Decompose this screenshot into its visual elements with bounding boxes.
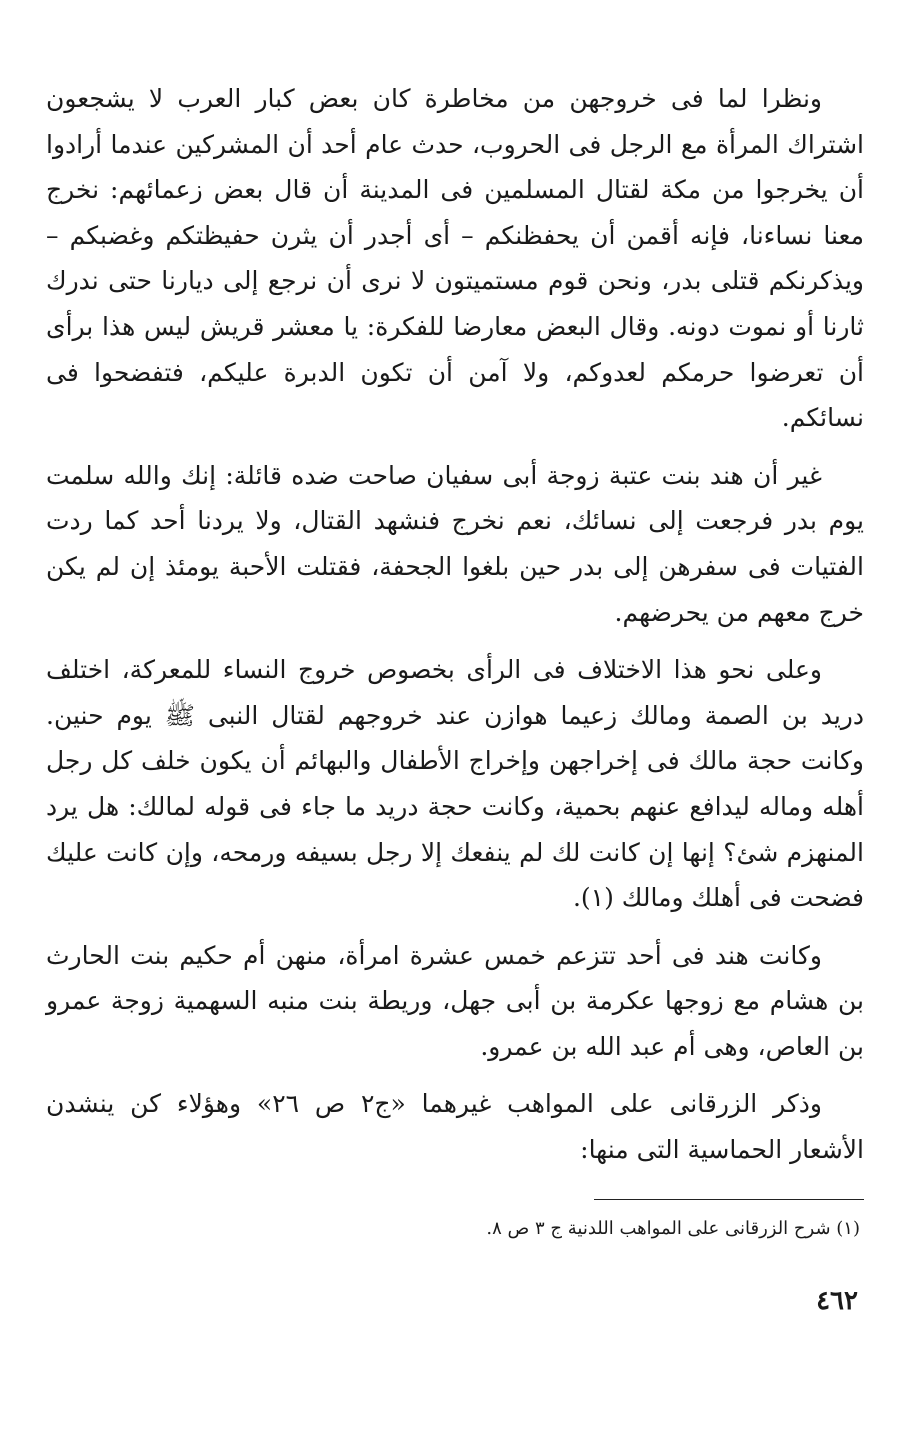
footnote-divider (594, 1199, 864, 1200)
footnote: (١) شرح الزرقانى على المواهب اللدنية ج ٣ ص ٨. (486, 1218, 860, 1239)
paragraph-3: وعلى نحو هذا الاختلاف فى الرأى بخصوص خروج النساء للمعركة، اختلف دريد بن الصمة ومالك زعيما هوازن عند خروجهم لقتال النبى ﷺ يوم حنين. وكانت حجة مالك فى إخراجهن وإخراج الأطفال والبهائم أن يكون خلف كل رجل أهله وماله ليدافع عنهم بحمية، وكانت حجة دريد ما جاء فى قوله لمالك: هل يرد المنهزم شئ؟ إنها إن كانت لك لم ينفعك إلا رجل بسيفه ورمحه، وإن كانت عليك فضحت فى أهلك ومالك (١). (46, 655, 864, 913)
paragraph-5: وذكر الزرقانى على المواهب غيرهما «ج٢ ص ٢٦» وهؤلاء كن ينشدن الأشعار الحماسية التى منها: (46, 1089, 864, 1165)
page-number: ٤٦٢ (816, 1286, 858, 1316)
body-text (46, 76, 864, 1173)
paragraph-1: ونظرا لما فى خروجهن من مخاطرة كان بعض كبار العرب لا يشجعون اشتراك المرأة مع الرجل فى الحروب، حدث عام أحد أن المشركين عندما أرادوا أن يخرجوا من مكة لقتال المسلمين فى المدينة أن قال بعض زعمائهم: نخرج معنا نساءنا، فإنه أقمن أن يحفظنكم – أى أجدر أن يثرن حفيظتكم وغضبكم – ويذكرنكم قتلى بدر، ونحن قوم مستميتون لا نرى أن نرجع إلى ديارنا حتى ندرك ثارنا أو نموت دونه. وقال البعض معارضا للفكرة: يا معشر قريش ليس هذا برأى أن تعرضوا حرمكم لعدوكم، ولا آمن أن تكون الدبرة عليكم، فتفضحوا فى نسائكم. (46, 84, 865, 433)
paragraph-2: غير أن هند بنت عتبة زوجة أبى سفيان صاحت ضده قائلة: إنك والله سلمت يوم بدر فرجعت إلى نسائك، نعم نخرج فنشهد القتال، ولا يردنا أحد كما ردت الفتيات فى سفرهن إلى بدر حين بلغوا الجحفة، فقتلت الأحبة يومئذ إن لم يكن خرج معهم من يحرضهم. (46, 460, 864, 627)
paragraph-4: وكانت هند فى أحد تتزعم خمس عشرة امرأة، منهن أم حكيم بنت الحارث بن هشام مع زوجها عكرمة بن أبى جهل، وريطة بنت منبه السهمية زوجة عمرو بن العاص، وهى أم عبد الله بن عمرو. (46, 940, 864, 1061)
